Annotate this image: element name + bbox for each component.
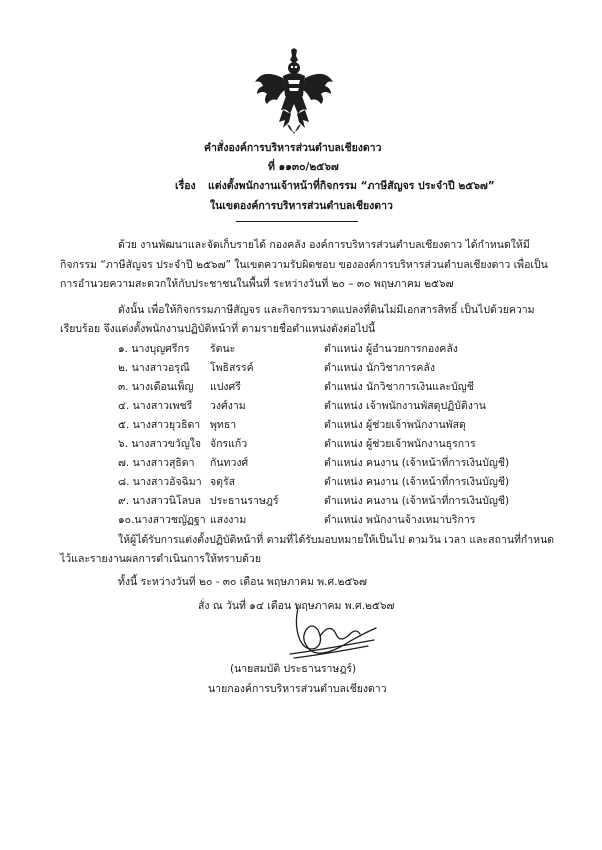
staff-position: ตำแหน่ง คนงาน (เจ้าหน้าที่การเงินบัญชี) [324,495,510,507]
staff-surname: พุทธา [210,419,237,431]
subject-line-2: ในเขตองค์การบริหารส่วนตำบลเชียงดาว [210,200,393,212]
staff-surname: แปงศรี [210,381,241,393]
staff-position: ตำแหน่ง คนงาน (เจ้าหน้าที่การเงินบัญชี) [324,457,510,469]
staff-position: ตำแหน่ง นักวิชาการคลัง [324,362,435,374]
signatory-name: (นายสมบัติ ประธานราษฎร์) [230,663,357,675]
period-line: ทั้งนี้ ระหว่างวันที่ ๒๐ - ๓๐ เดือน พฤษภาคม พ.ศ.๒๕๖๗ [118,576,367,588]
staff-name: ๕. นางสาวยุวธิดา [118,419,201,431]
staff-surname: แสงงาม [210,514,247,526]
staff-name: ๙. นางสาวนิโลบล [118,495,202,507]
subject-label: เรื่อง [175,180,196,192]
duty-line-2: ไว้และรายงานผลการดำเนินการให้ทราบด้วย [60,553,261,565]
staff-surname: จักรแก้ว [210,438,248,450]
staff-position: ตำแหน่ง พนักงานจ้างเหมาบริการ [324,514,476,526]
staff-name: ๘. นางสาวอัจฉิมา [118,476,202,488]
staff-position: ตำแหน่ง เจ้าพนักงานพัสดุปฏิบัติงาน [324,400,486,412]
order-line-1: ดังนั้น เพื่อให้กิจกรรมภาษีสัญจร และกิจกรรมวาดแปลงที่ดินไม่มีเอกสารสิทธิ์ เป็นไปด้วยความ [118,304,535,316]
signatory-title: นายกองค์การบริหารส่วนตำบลเชียงดาว [208,683,387,695]
staff-name: ๒. นางสาวอรุณี [118,362,190,374]
staff-position: ตำแหน่ง ผู้ช่วยเจ้าพนักงานธุรการ [324,438,476,450]
staff-name: ๔. นางสาวเพชรี [118,400,193,412]
order-date-line: สั่ง ณ วันที่ ๑๔ เดือน พฤษภาคม พ.ศ.๒๕๖๗ [198,600,395,612]
staff-position: ตำแหน่ง ผู้อำนวยการกองคลัง [324,343,458,355]
staff-surname: โพธิสรรค์ [210,362,254,374]
staff-surname: ประธานราษฎร์ [210,495,279,507]
staff-position: ตำแหน่ง คนงาน (เจ้าหน้าที่การเงินบัญชี) [324,476,510,488]
order-line-2: เรียบร้อย จึงแต่งตั้งพนักงานปฏิบัติหน้าที่ ตามรายชื่อตำแหน่งดังต่อไปนี้ [60,323,376,335]
staff-surname: รัตนะ [210,343,236,355]
staff-surname: จตุรัส [210,476,236,488]
staff-name: ๗. นางสาวสุธิดา [118,457,195,469]
signature-image [280,600,380,662]
intro-line-3: การอำนวยความสะดวกให้กับประชาชนในพื้นที่ ระหว่างวันที่ ๒๐ – ๓๐ พฤษภาคม ๒๕๖๗ [60,278,454,290]
staff-name: ๖. นางสาวขวัญใจ [118,438,202,450]
document-title: คำสั่งองค์การบริหารส่วนตำบลเชียงดาว [204,142,382,154]
order-number: ที่ ๑๑๓๐/๒๕๖๗ [268,161,339,173]
staff-position: ตำแหน่ง ผู้ช่วยเจ้าพนักงานพัสดุ [324,419,466,431]
staff-surname: กันทวงศ์ [210,457,249,469]
title-divider [236,221,358,222]
staff-name: ๑๐.นางสาวชญัฏฐา [118,514,206,526]
staff-position: ตำแหน่ง นักวิชาการเงินและบัญชี [324,381,474,393]
intro-line-1: ด้วย งานพัฒนาและจัดเก็บรายได้ กองคลัง องค์การบริหารส่วนตำบลเชียงดาว ได้กำหนดให้มี [118,239,530,251]
staff-name: ๑. นางบุญศรีกร [118,343,190,355]
garuda-emblem-icon [253,48,335,140]
intro-line-2: กิจกรรม “ภาษีสัญจร ประจำปี ๒๕๖๗” ในเขตความรับผิดชอบ ขององค์การบริหารส่วนตำบลเชียงดาว เพื่อเป็น [60,259,548,271]
staff-name: ๓. นางเดือนเพ็ญ [118,381,194,393]
subject-line-1: แต่งตั้งพนักงานเจ้าหน้าที่กิจกรรม “ภาษีสัญจร ประจำปี ๒๕๖๗” [208,180,495,192]
staff-surname: วงศ์งาม [210,400,246,412]
duty-line-1: ให้ผู้ได้รับการแต่งตั้งปฏิบัติหน้าที่ ตามที่ได้รับมอบหมายให้เป็นไป ตามวัน เวลา และสถานที่กำหนด [118,534,555,546]
